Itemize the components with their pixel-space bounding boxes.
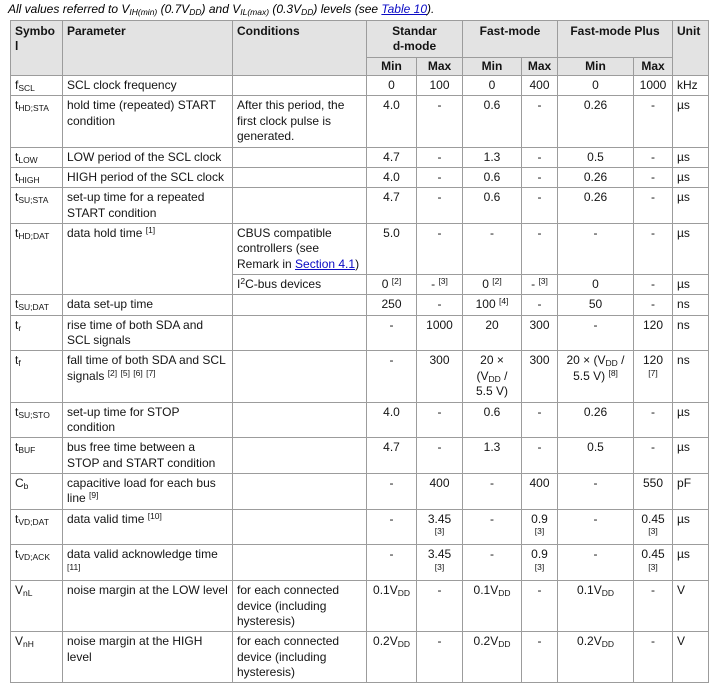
value-cell-0: $0.2V_{DD}$ — [367, 632, 417, 683]
value-cell-4: - — [558, 545, 634, 581]
value-cell-2: - — [463, 223, 522, 274]
value-cell-3: - [3] — [522, 275, 558, 295]
value-cell-0: - — [367, 545, 417, 581]
value-cell-4: 0 — [558, 76, 634, 96]
value-cell-3: - — [522, 295, 558, 315]
symbol-cell: $t_{SU;STA}$ — [11, 188, 63, 224]
value-cell-4: 0.26 — [558, 96, 634, 147]
conditions-cell: for each connected device (including hysteresis) — [233, 632, 367, 683]
header-group-1: Fast-mode — [463, 21, 558, 58]
unit-cell: µs — [673, 275, 709, 295]
symbol-cell: $V_{nL}$ — [11, 581, 63, 632]
conditions-cell — [233, 295, 367, 315]
value-cell-2: 0 [2] — [463, 275, 522, 295]
link-section-4-1[interactable]: Section 4.1 — [295, 256, 356, 271]
value-cell-4: - — [558, 509, 634, 545]
table-row — [11, 351, 709, 402]
unit-cell: V — [673, 581, 709, 632]
value-cell-0: - — [367, 509, 417, 545]
value-cell-1: - — [417, 295, 463, 315]
value-cell-2: 0 — [463, 76, 522, 96]
conditions-cell — [233, 76, 367, 96]
table-row — [11, 509, 709, 545]
symbol-cell: $t_{LOW}$ — [11, 147, 63, 167]
value-cell-3: 300 — [522, 315, 558, 351]
value-cell-1: 3.45 [3] — [417, 509, 463, 545]
value-cell-3: - — [522, 581, 558, 632]
value-cell-2: 0.6 — [463, 402, 522, 438]
symbol-cell: $t_{BUF}$ — [11, 438, 63, 474]
value-cell-5: - — [634, 147, 673, 167]
value-cell-0: 0 [2] — [367, 275, 417, 295]
value-cell-4: 0.5 — [558, 147, 634, 167]
header-group-2: Fast-mode Plus — [558, 21, 673, 58]
header-unit: Unit — [673, 21, 709, 76]
unit-cell: µs — [673, 188, 709, 224]
i2c-timing-spec-table — [10, 20, 709, 683]
value-cell-0: 250 — [367, 295, 417, 315]
value-cell-1: - — [417, 188, 463, 224]
value-cell-1: - — [417, 167, 463, 187]
value-cell-4: 0 — [558, 275, 634, 295]
table-row — [11, 581, 709, 632]
value-cell-1: 100 — [417, 76, 463, 96]
value-cell-4: $0.1V_{DD}$ — [558, 581, 634, 632]
parameter-cell: set-up time for STOP condition — [63, 402, 233, 438]
value-cell-5: - — [634, 295, 673, 315]
value-cell-3: - — [522, 632, 558, 683]
value-cell-4: 0.26 — [558, 188, 634, 224]
parameter-cell: bus free time between a STOP and START condition — [63, 438, 233, 474]
value-cell-3: 0.9 [3] — [522, 509, 558, 545]
value-cell-5: - — [634, 438, 673, 474]
header-conditions: Conditions — [233, 21, 367, 76]
value-cell-4: 0.26 — [558, 167, 634, 187]
header-symbol: Symbol — [11, 21, 63, 76]
symbol-cell: $t_r$ — [11, 315, 63, 351]
value-cell-0: $0.1V_{DD}$ — [367, 581, 417, 632]
value-cell-3: 0.9 [3] — [522, 545, 558, 581]
table-header — [11, 21, 709, 76]
value-cell-4: - — [558, 223, 634, 274]
value-cell-1: - — [417, 147, 463, 167]
parameter-cell: SCL clock frequency — [63, 76, 233, 96]
value-cell-1: - — [417, 223, 463, 274]
symbol-cell: $t_f$ — [11, 351, 63, 402]
value-cell-4: - — [558, 473, 634, 509]
conditions-cell — [233, 438, 367, 474]
value-cell-2: $20 \times (V_{DD} / 5.5$ V) — [463, 351, 522, 402]
symbol-cell: $C_b$ — [11, 473, 63, 509]
table-row — [11, 632, 709, 683]
symbol-cell: $t_{SU;DAT}$ — [11, 295, 63, 315]
value-cell-5: 120 — [634, 315, 673, 351]
header-max-1: Max — [522, 57, 558, 75]
value-cell-3: - — [522, 96, 558, 147]
conditions-cell — [233, 545, 367, 581]
symbol-cell: $V_{nH}$ — [11, 632, 63, 683]
symbol-cell: $t_{HD;STA}$ — [11, 96, 63, 147]
value-cell-5: - — [634, 275, 673, 295]
unit-cell: µs — [673, 96, 709, 147]
table-row — [11, 545, 709, 581]
value-cell-3: - — [522, 147, 558, 167]
parameter-cell: data set-up time — [63, 295, 233, 315]
value-cell-0: 4.7 — [367, 147, 417, 167]
value-cell-4: $20 \times (V_{DD} / 5.5$ V) [8] — [558, 351, 634, 402]
unit-cell: ns — [673, 315, 709, 351]
conditions-cell: $I^2C$-bus devices — [233, 275, 367, 295]
value-cell-4: 0.5 — [558, 438, 634, 474]
parameter-cell: data valid time [10] — [63, 509, 233, 545]
value-cell-1: - — [417, 438, 463, 474]
value-cell-3: 400 — [522, 76, 558, 96]
parameter-cell: LOW period of the SCL clock — [63, 147, 233, 167]
unit-cell: µs — [673, 147, 709, 167]
value-cell-5: 0.45 [3] — [634, 509, 673, 545]
value-cell-5: - — [634, 223, 673, 274]
parameter-cell: hold time (repeated) START condition — [63, 96, 233, 147]
value-cell-2: 0.6 — [463, 96, 522, 147]
table-row — [11, 147, 709, 167]
value-cell-2: $0.1V_{DD}$ — [463, 581, 522, 632]
value-cell-5: - — [634, 632, 673, 683]
value-cell-2: 1.3 — [463, 438, 522, 474]
value-cell-4: - — [558, 315, 634, 351]
table-row — [11, 295, 709, 315]
header-min-2: Min — [558, 57, 634, 75]
value-cell-5: - — [634, 96, 673, 147]
table-row — [11, 96, 709, 147]
conditions-cell — [233, 509, 367, 545]
unit-cell: µs — [673, 223, 709, 274]
header-parameter: Parameter — [63, 21, 233, 76]
value-cell-1: 1000 — [417, 315, 463, 351]
value-cell-3: - — [522, 402, 558, 438]
value-cell-0: 4.0 — [367, 167, 417, 187]
header-min-0: Min — [367, 57, 417, 75]
table-row — [11, 315, 709, 351]
conditions-cell — [233, 147, 367, 167]
value-cell-2: 1.3 — [463, 147, 522, 167]
value-cell-1: - — [417, 632, 463, 683]
conditions-cell — [233, 315, 367, 351]
unit-cell: pF — [673, 473, 709, 509]
unit-cell: ns — [673, 351, 709, 402]
value-cell-1: - — [417, 96, 463, 147]
value-cell-2: 0.6 — [463, 188, 522, 224]
value-cell-3: - — [522, 438, 558, 474]
value-cell-5: - — [634, 402, 673, 438]
value-cell-0: - — [367, 473, 417, 509]
value-cell-0: 0 — [367, 76, 417, 96]
unit-cell: V — [673, 632, 709, 683]
value-cell-2: 0.6 — [463, 167, 522, 187]
header-max-0: Max — [417, 57, 463, 75]
value-cell-3: - — [522, 167, 558, 187]
value-cell-5: 120 [7] — [634, 351, 673, 402]
value-cell-4: $0.2V_{DD}$ — [558, 632, 634, 683]
value-cell-1: 300 — [417, 351, 463, 402]
value-cell-1: 400 — [417, 473, 463, 509]
conditions-cell — [233, 473, 367, 509]
value-cell-2: $0.2V_{DD}$ — [463, 632, 522, 683]
value-cell-0: - — [367, 315, 417, 351]
value-cell-2: 20 — [463, 315, 522, 351]
table-row — [11, 473, 709, 509]
parameter-cell: data hold time [1] — [63, 223, 233, 294]
value-cell-0: 5.0 — [367, 223, 417, 274]
value-cell-2: - — [463, 509, 522, 545]
value-cell-5: - — [634, 581, 673, 632]
parameter-cell: rise time of both SDA and SCL signals — [63, 315, 233, 351]
header-max-2: Max — [634, 57, 673, 75]
symbol-cell: $t_{VD;ACK}$ — [11, 545, 63, 581]
unit-cell: µs — [673, 509, 709, 545]
value-cell-1: 3.45 [3] — [417, 545, 463, 581]
value-cell-5: - — [634, 167, 673, 187]
symbol-cell: $t_{SU;STO}$ — [11, 402, 63, 438]
parameter-cell: fall time of both SDA and SCL signals [2] [5] [6] [7] — [63, 351, 233, 402]
value-cell-0: 4.0 — [367, 402, 417, 438]
unit-cell: µs — [673, 402, 709, 438]
value-cell-2: - — [463, 545, 522, 581]
table-row — [11, 76, 709, 96]
unit-cell: µs — [673, 438, 709, 474]
symbol-cell: $t_{HIGH}$ — [11, 167, 63, 187]
table-body — [11, 76, 709, 683]
value-cell-3: - — [522, 188, 558, 224]
parameter-cell: HIGH period of the SCL clock — [63, 167, 233, 187]
parameter-cell: set-up time for a repeated START condition — [63, 188, 233, 224]
symbol-cell: $t_{HD;DAT}$ — [11, 223, 63, 294]
value-cell-0: 4.0 — [367, 96, 417, 147]
table-row — [11, 188, 709, 224]
table-row — [11, 167, 709, 187]
table-row — [11, 438, 709, 474]
unit-cell: µs — [673, 167, 709, 187]
value-cell-5: - — [634, 188, 673, 224]
unit-cell: kHz — [673, 76, 709, 96]
conditions-cell — [233, 402, 367, 438]
value-cell-3: - — [522, 223, 558, 274]
value-cell-1: - — [417, 581, 463, 632]
conditions-cell: After this period, the first clock pulse is generated. — [233, 96, 367, 147]
table-note: All values referred to $V_{IH(min)}$ $(0.7V_{DD})$ and $V_{IL(max)}$ $(0.3V_{DD})$ levels (see Table 10). — [8, 2, 435, 17]
symbol-cell: $t_{VD;DAT}$ — [11, 509, 63, 545]
table-row — [11, 402, 709, 438]
value-cell-1: - — [417, 402, 463, 438]
conditions-cell: for each connected device (including hysteresis) — [233, 581, 367, 632]
unit-cell: ns — [673, 295, 709, 315]
parameter-cell: capacitive load for each bus line [9] — [63, 473, 233, 509]
value-cell-4: 0.26 — [558, 402, 634, 438]
table-row — [11, 223, 709, 274]
value-cell-5: 550 — [634, 473, 673, 509]
value-cell-2: 100 [4] — [463, 295, 522, 315]
parameter-cell: noise margin at the HIGH level — [63, 632, 233, 683]
value-cell-0: 4.7 — [367, 438, 417, 474]
parameter-cell: noise margin at the LOW level — [63, 581, 233, 632]
value-cell-5: 1000 — [634, 76, 673, 96]
value-cell-0: 4.7 — [367, 188, 417, 224]
value-cell-3: 300 — [522, 351, 558, 402]
conditions-cell — [233, 188, 367, 224]
value-cell-1: - [3] — [417, 275, 463, 295]
value-cell-4: 50 — [558, 295, 634, 315]
link-table-10[interactable]: Table 10 — [381, 2, 427, 16]
conditions-cell — [233, 351, 367, 402]
value-cell-0: - — [367, 351, 417, 402]
unit-cell: µs — [673, 545, 709, 581]
header-group-0: Standar d-mode — [367, 21, 463, 58]
parameter-cell: data valid acknowledge time [11] — [63, 545, 233, 581]
symbol-cell: $f_{SCL}$ — [11, 76, 63, 96]
value-cell-2: - — [463, 473, 522, 509]
conditions-cell — [233, 167, 367, 187]
value-cell-5: 0.45 [3] — [634, 545, 673, 581]
value-cell-3: 400 — [522, 473, 558, 509]
conditions-cell: CBUS compatible controllers (see Remark in Section 4.1) — [233, 223, 367, 274]
header-min-1: Min — [463, 57, 522, 75]
